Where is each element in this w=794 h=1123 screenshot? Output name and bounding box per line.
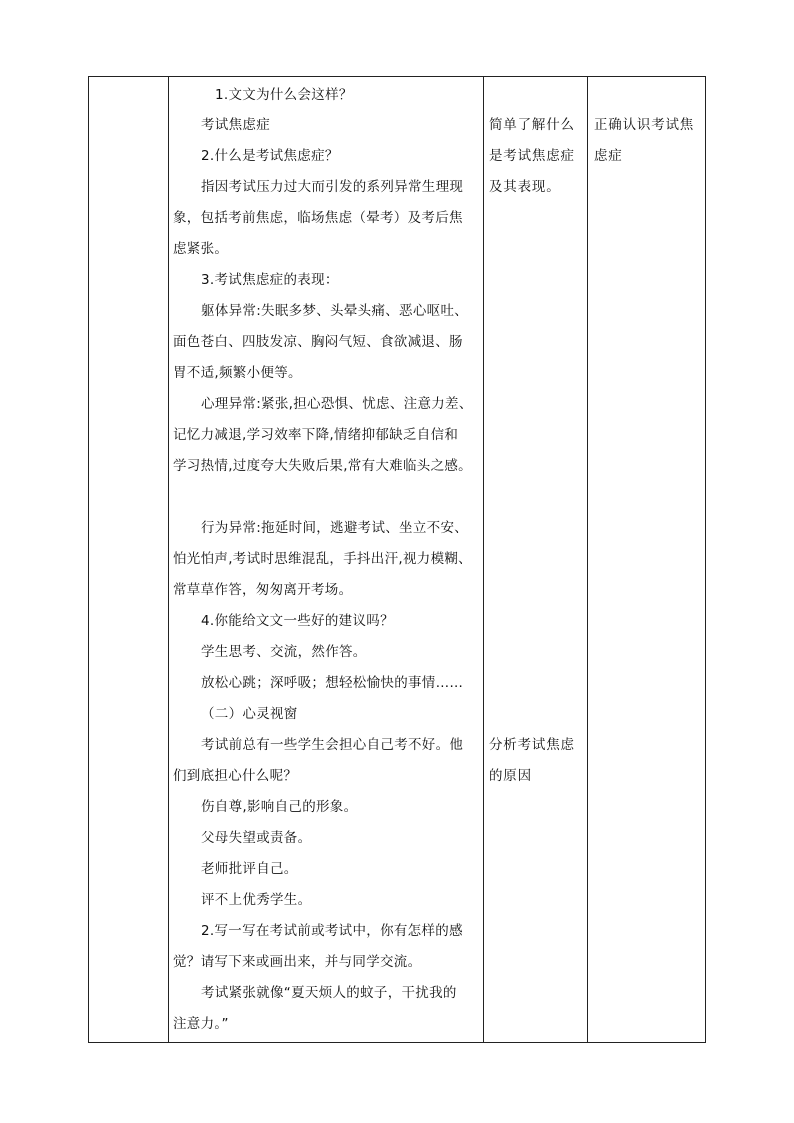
goal-column xyxy=(588,77,705,1042)
text-line: 躯体异常:失眠多梦、头晕头痛、恶心呕吐、 xyxy=(201,303,469,319)
main-content-column xyxy=(169,77,483,1042)
text-line: 放松心跳；深呼吸；想轻松愉快的事情…… xyxy=(201,675,464,691)
text-line: 评不上优秀学生。 xyxy=(201,892,312,908)
goal-line: 虑症 xyxy=(594,148,623,164)
text-line: 觉？请写下来或画出来，并与同学交流。 xyxy=(173,954,422,970)
text-line: 学生思考、交流，然作答。 xyxy=(201,644,367,660)
text-line: 指因考试压力过大而引发的系列异常生理现 xyxy=(201,179,464,195)
text-line: 们到底担心什么呢？ xyxy=(173,768,298,784)
text-line: 注意力。” xyxy=(173,1016,229,1032)
text-line: 心理异常:紧张,担心恐惧、忧虑、注意力差、 xyxy=(201,396,473,412)
text-line: 老师批评自己。 xyxy=(201,861,298,877)
text-line: 记忆力减退,学习效率下降,情绪抑郁缺乏自信和 xyxy=(173,427,459,443)
text-line: 常草草作答，匆匆离开考场。 xyxy=(173,582,353,598)
blank-column xyxy=(89,77,168,1042)
text-line: 考试焦虑症 xyxy=(201,117,270,133)
section-heading: （二）心灵视窗 xyxy=(201,706,298,722)
text-line: 面色苍白、四肢发凉、胸闷气短、食欲减退、肠 xyxy=(173,334,463,350)
text-line: 3.考试焦虑症的表现： xyxy=(201,272,339,288)
intent-line: 分析考试焦虑 xyxy=(489,737,575,753)
intent-line: 的原因 xyxy=(489,768,532,784)
intent-line: 简单了解什么 xyxy=(489,117,575,133)
text-line: 4.你能给文文一些好的建议吗？ xyxy=(201,613,394,629)
text-line: 胃不适,频繁小便等。 xyxy=(173,365,302,381)
intent-line: 及其表现。 xyxy=(489,179,561,195)
text-line: 伤自尊,影响自己的形象。 xyxy=(201,799,358,815)
text-line: 行为异常:拖延时间，逃避考试、坐立不安、 xyxy=(201,520,469,536)
text-line: 父母失望或责备。 xyxy=(201,830,312,846)
text-line: 2.什么是考试焦虑症？ xyxy=(201,148,339,164)
text-line: 学习热情,过度夸大失败后果,常有大难临头之感。 xyxy=(173,458,472,474)
text-line: 2.写一写在考试前或考试中，你有怎样的感 xyxy=(201,923,463,939)
intent-line: 是考试焦虑症 xyxy=(489,148,575,164)
lesson-table xyxy=(88,76,706,1043)
text-line: 虑紧张。 xyxy=(173,241,229,257)
text-line: 1.文文为什么会这样？ xyxy=(215,87,353,103)
text-line: 考试紧张就像“夏天烦人的蚊子，干扰我的 xyxy=(201,985,457,1001)
text-line: 考试前总有一些学生会担心自己考不好。他 xyxy=(201,737,464,753)
text-line: 象，包括考前焦虑，临场焦虑（晕考）及考后焦 xyxy=(173,210,463,226)
design-intent-column xyxy=(484,77,587,1042)
text-line: 怕光怕声,考试时思维混乱，手抖出汗,视力模糊、 xyxy=(173,551,472,567)
goal-line: 正确认识考试焦 xyxy=(594,117,695,133)
